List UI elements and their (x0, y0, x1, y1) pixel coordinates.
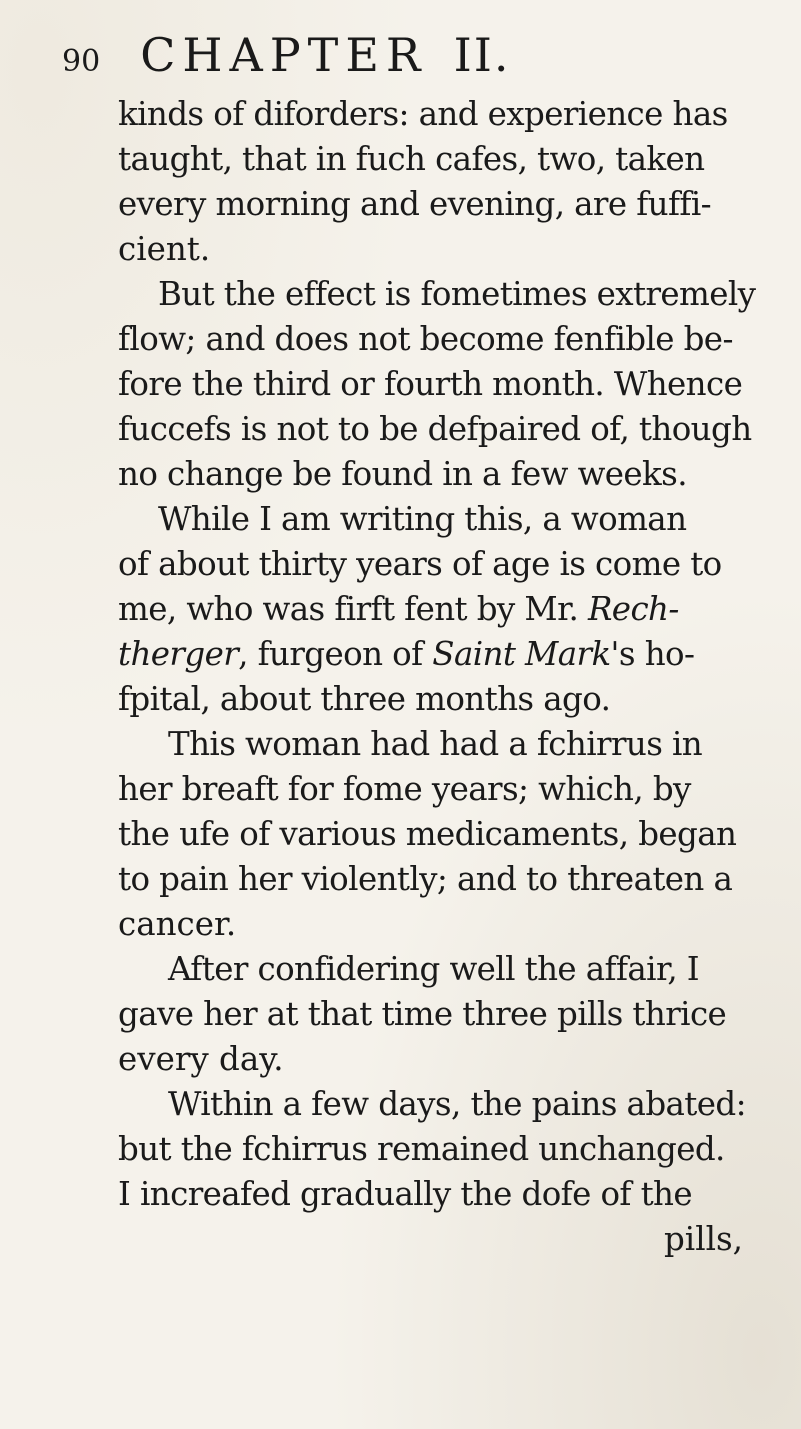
text-line: While I am writing this, a woman (158, 500, 687, 538)
text-line: the ufe of various medicaments, began (118, 815, 737, 853)
text-line: fore the third or fourth month. Whence (118, 365, 743, 403)
text-line (118, 632, 783, 677)
text-segment: me, who was firft fent by Mr. (118, 590, 588, 628)
chapter-number: II. (453, 28, 511, 82)
page-number: 90 (62, 44, 101, 79)
text-line: cancer. (118, 905, 237, 943)
text-line: her breaft for fome years; which, by (118, 770, 691, 808)
text-line: but the fchirrus remained unchanged. (118, 1130, 725, 1168)
body-text (118, 92, 783, 1262)
text-line: I increafed gradually the dofe of the (118, 1175, 693, 1213)
text-line: Within a few days, the pains abated: (168, 1085, 746, 1123)
text-line: every morning and evening, are fuffi- (118, 185, 712, 223)
text-line: to pain her violently; and to threaten a (118, 860, 733, 898)
italic-name: Saint Mark (432, 635, 611, 673)
text-segment: , furgeon of (238, 635, 433, 673)
italic-name: Rech- (587, 590, 679, 628)
italic-name: therger (118, 635, 239, 673)
text-line: of about thirty years of age is come to (118, 545, 722, 583)
text-line: fpital, about three months ago. (118, 680, 611, 718)
text-line: But the effect is fometimes extremely (158, 275, 756, 313)
chapter-label: CHAPTER (140, 28, 428, 82)
text-line: fuccefs is not to be defpaired of, though (118, 410, 752, 448)
text-line: gave her at that time three pills thrice (118, 995, 727, 1033)
text-line (118, 587, 783, 632)
text-line: flow; and does not become fenfible be- (118, 320, 733, 358)
text-segment: 's ho- (610, 635, 695, 673)
text-line: cient. (118, 230, 211, 268)
text-line: After confidering well the affair, I (168, 950, 700, 988)
text-line: every day. (118, 1040, 284, 1078)
text-line: taught, that in fuch cafes, two, taken (118, 140, 705, 178)
running-header (62, 28, 662, 88)
text-line: no change be found in a few weeks. (118, 455, 687, 493)
text-line: This woman had had a fchirrus in (168, 725, 703, 763)
catchword: pills, (664, 1220, 743, 1258)
text-line: kinds of diforders: and experience has (118, 95, 728, 133)
